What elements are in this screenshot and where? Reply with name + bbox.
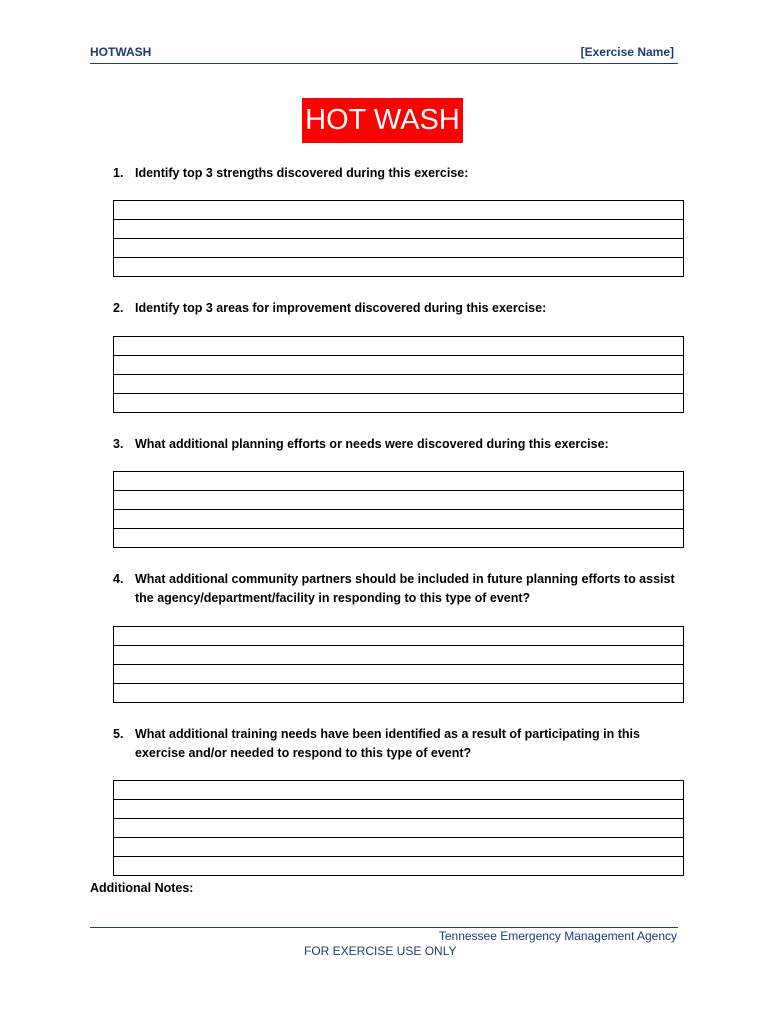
answer-field[interactable] bbox=[114, 857, 684, 876]
additional-notes-label: Additional Notes: bbox=[90, 881, 194, 895]
question-number: 4. bbox=[113, 572, 124, 586]
answer-table-2 bbox=[113, 336, 684, 413]
answer-field[interactable] bbox=[114, 646, 684, 665]
answer-field[interactable] bbox=[114, 819, 684, 838]
footer-agency: Tennessee Emergency Management Agency bbox=[438, 929, 677, 943]
answer-field[interactable] bbox=[114, 684, 684, 703]
page-title: HOT WASH bbox=[302, 98, 463, 143]
answer-field[interactable] bbox=[114, 491, 684, 510]
answer-field[interactable] bbox=[114, 627, 684, 646]
answer-field[interactable] bbox=[114, 800, 684, 819]
footer-usage-notice: FOR EXERCISE USE ONLY bbox=[304, 944, 457, 958]
question-number: 2. bbox=[113, 301, 124, 315]
answer-field[interactable] bbox=[114, 375, 684, 394]
question-number: 3. bbox=[113, 437, 124, 451]
question-text: What additional training needs have been identified as a result of participating in this exercise and/or needed to respond to this type of event? bbox=[135, 727, 640, 760]
footer-divider bbox=[90, 927, 678, 928]
question-text: What additional community partners should be included in future planning efforts to assist the agency/department/facility in responding to this type of event? bbox=[135, 572, 675, 605]
answer-field[interactable] bbox=[114, 258, 684, 277]
answer-field[interactable] bbox=[114, 239, 684, 258]
answer-table-5 bbox=[113, 780, 684, 876]
question-text: Identify top 3 areas for improvement discovered during this exercise: bbox=[135, 301, 547, 315]
question-2 bbox=[113, 299, 683, 318]
answer-field[interactable] bbox=[114, 781, 684, 800]
question-1 bbox=[113, 164, 683, 183]
answer-field[interactable] bbox=[114, 510, 684, 529]
answer-field[interactable] bbox=[114, 665, 684, 684]
page-header bbox=[90, 45, 678, 64]
question-3 bbox=[113, 435, 683, 454]
answer-field[interactable] bbox=[114, 220, 684, 239]
question-number: 1. bbox=[113, 166, 124, 180]
answer-table-3 bbox=[113, 471, 684, 548]
answer-field[interactable] bbox=[114, 356, 684, 375]
answer-field[interactable] bbox=[114, 394, 684, 413]
question-text: Identify top 3 strengths discovered during this exercise: bbox=[135, 166, 469, 180]
question-number: 5. bbox=[113, 727, 124, 741]
answer-field[interactable] bbox=[114, 337, 684, 356]
header-exercise-name: [Exercise Name] bbox=[580, 45, 674, 59]
answer-field[interactable] bbox=[114, 472, 684, 491]
answer-table-1 bbox=[113, 200, 684, 277]
question-text: What additional planning efforts or needs were discovered during this exercise: bbox=[135, 437, 609, 451]
answer-field[interactable] bbox=[114, 529, 684, 548]
answer-table-4 bbox=[113, 626, 684, 703]
question-4 bbox=[113, 570, 683, 608]
answer-field[interactable] bbox=[114, 201, 684, 220]
answer-field[interactable] bbox=[114, 838, 684, 857]
header-doc-title: HOTWASH bbox=[90, 45, 152, 59]
question-5 bbox=[113, 725, 683, 763]
